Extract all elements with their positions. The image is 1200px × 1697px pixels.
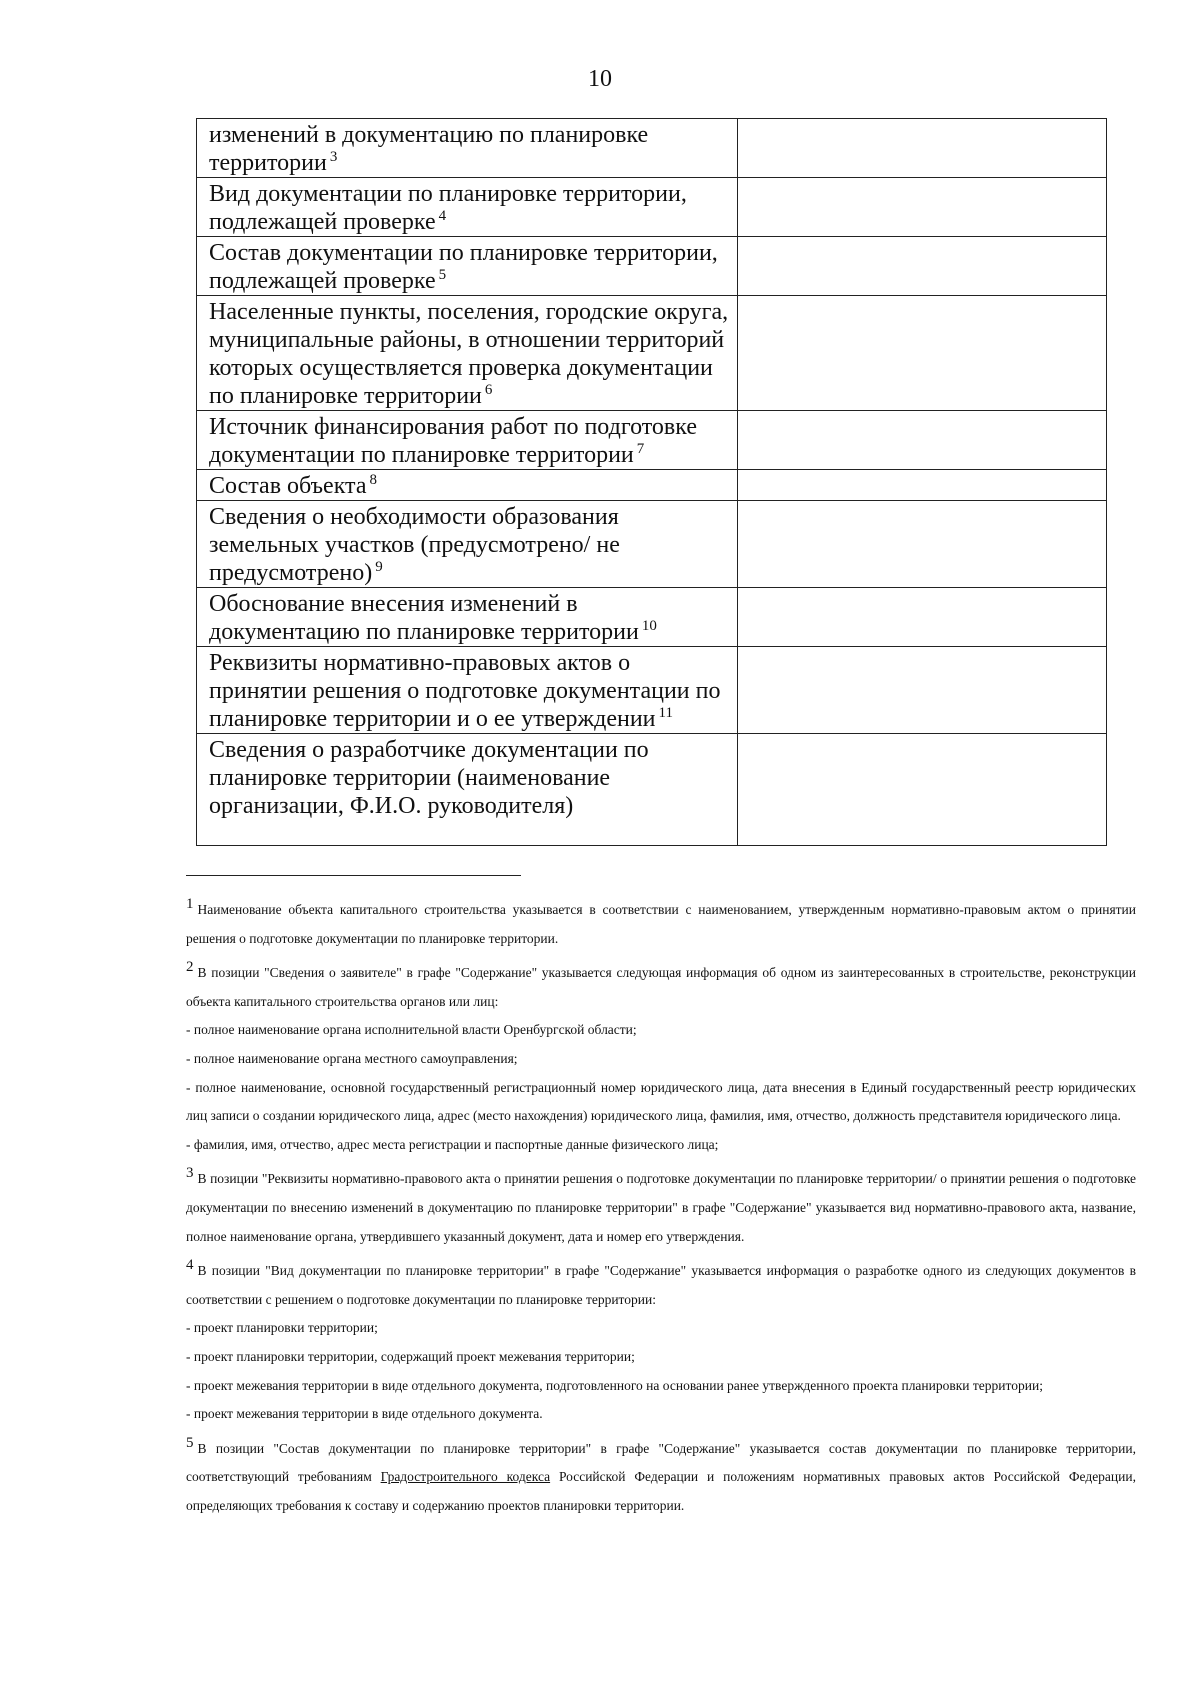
- row-value: [738, 647, 1107, 734]
- footnote-1: 1 Наименование объекта капитального строительства указывается в соответствии с наименованием, утвержденным нормативно-правовым актом о принятии решения о подготовке документации по планировке территории.: [186, 896, 1136, 946]
- row-value: [738, 178, 1107, 237]
- row-value: [738, 734, 1107, 846]
- row-value: [738, 501, 1107, 588]
- row-label: Реквизиты нормативно-правовых актов о принятии решения о подготовке документации по планировке территории и о ее утверждении $^{11}$: [197, 647, 738, 734]
- footnote-ref[interactable]: 7: [636, 441, 645, 457]
- row-label: Сведения о разработчике документации по планировке территории (наименование организации, Ф.И.О. руководителя): [197, 734, 738, 846]
- row-label: Обоснование внесения изменений в документацию по планировке территории $^{10}$: [197, 588, 738, 647]
- row-value: [738, 588, 1107, 647]
- table-row: [197, 470, 1107, 501]
- table-row: [197, 411, 1107, 470]
- row-value: [738, 237, 1107, 296]
- footnote-2-item: - полное наименование органа местного самоуправления;: [186, 1050, 518, 1066]
- footnote-5: 5 В позиции "Состав документации по планировке территории" в графе "Содержание" указывается состав документации по планировке территории, соответствующий требованиям Градостроительного кодекса Российской Федерации и положениям нормативных правовых актов Российской Федерации, определяющих требования к составу и содержанию проектов планировки территории.: [186, 1434, 1136, 1513]
- row-label: Сведения о необходимости образования земельных участков (предусмотрено/ не предусмотрено) $^9$: [197, 501, 738, 588]
- footnote-2-item: - фамилия, имя, отчество, адрес места регистрации и паспортные данные физического лица;: [186, 1136, 719, 1152]
- footnote-ref[interactable]: 8: [369, 472, 377, 488]
- page-number: 10: [588, 66, 612, 92]
- row-value: [738, 119, 1107, 178]
- urban-code-link[interactable]: Градостроительного кодекса: [380, 1469, 551, 1485]
- footnote-4: 4 В позиции "Вид документации по планировке территории" в графе "Содержание" указывается информация о разработке одного из следующих документов в соответствии с решением о подготовке документации по планировке территории:: [186, 1257, 1136, 1307]
- footnote-4-item: - проект межевания территории в виде отдельного документа.: [186, 1406, 543, 1422]
- footnote-ref[interactable]: 9: [375, 559, 383, 575]
- footnote-number: 3: [186, 1165, 194, 1182]
- footnotes: [186, 890, 1136, 1520]
- row-value: [738, 411, 1107, 470]
- footnote-4-item: - проект межевания территории в виде отдельного документа, подготовленного на основании ранее утвержденного проекта планировки территории;: [186, 1377, 1043, 1393]
- footnote-separator: [186, 875, 521, 876]
- footnote-3: 3 В позиции "Реквизиты нормативно-правового акта о принятии решения о подготовке документации по планировке территории/ о принятии решения о подготовке документации по внесению изменений в документацию по планировке территории" в графе "Содержание" указывается вид нормативно-правового акта, название, полное наименование органа, утвердившего указанный документ, дата и номер его утверждения.: [186, 1165, 1136, 1244]
- table-row: [197, 588, 1107, 647]
- table-row: [197, 647, 1107, 734]
- row-label: Состав объекта $^8$: [197, 470, 738, 501]
- table-row: [197, 501, 1107, 588]
- footnote-number: 2: [186, 959, 194, 976]
- row-label: Вид документации по планировке территории, подлежащей проверке $^4$: [197, 178, 738, 237]
- footnote-ref[interactable]: 4: [438, 208, 447, 224]
- row-label: Состав документации по планировке территории, подлежащей проверке $^5$: [197, 237, 738, 296]
- row-label: Населенные пункты, поселения, городские округа, муниципальные районы, в отношении территорий которых осуществляется проверка документации по планировке территории $^6$: [197, 296, 738, 411]
- footnote-4-item: - проект планировки территории, содержащий проект межевания территории;: [186, 1348, 635, 1364]
- table-row: [197, 734, 1107, 846]
- footnote-2-item: - полное наименование органа исполнительной власти Оренбургской области;: [186, 1022, 637, 1038]
- footnote-ref[interactable]: 3: [329, 149, 338, 165]
- footnote-2-item: - полное наименование, основной государственный регистрационный номер юридического лица, дата внесения в Единый государственный реестр юридических лиц записи о создании юридического лица, адрес (место нахождения) юридического лица, фамилия, имя, отчество, должность представителя юридического лица.: [186, 1079, 1136, 1124]
- footnote-number: 4: [186, 1257, 194, 1274]
- row-value: [738, 470, 1107, 501]
- footnote-ref[interactable]: 10: [641, 618, 657, 634]
- footnote-number: 1: [186, 896, 194, 912]
- footnote-ref[interactable]: 5: [438, 267, 447, 283]
- footnote-2: 2 В позиции "Сведения о заявителе" в графе "Содержание" указывается следующая информация об одном из заинтересованных в строительстве, реконструкции объекта капитального строительства органов или лиц:: [186, 959, 1136, 1009]
- footnote-ref[interactable]: 6: [484, 382, 493, 398]
- table-row: [197, 119, 1107, 178]
- row-value: [738, 296, 1107, 411]
- row-label: Источник финансирования работ по подготовке документации по планировке территории $^7$: [197, 411, 738, 470]
- footnote-number: 5: [186, 1434, 194, 1451]
- footnote-ref[interactable]: 11: [658, 705, 673, 721]
- document-table: [196, 118, 1107, 846]
- footnote-4-item: - проект планировки территории;: [186, 1320, 378, 1336]
- table-row: [197, 296, 1107, 411]
- table-row: [197, 178, 1107, 237]
- table-row: [197, 237, 1107, 296]
- row-label: изменений в документацию по планировке территории $^3$: [197, 119, 738, 178]
